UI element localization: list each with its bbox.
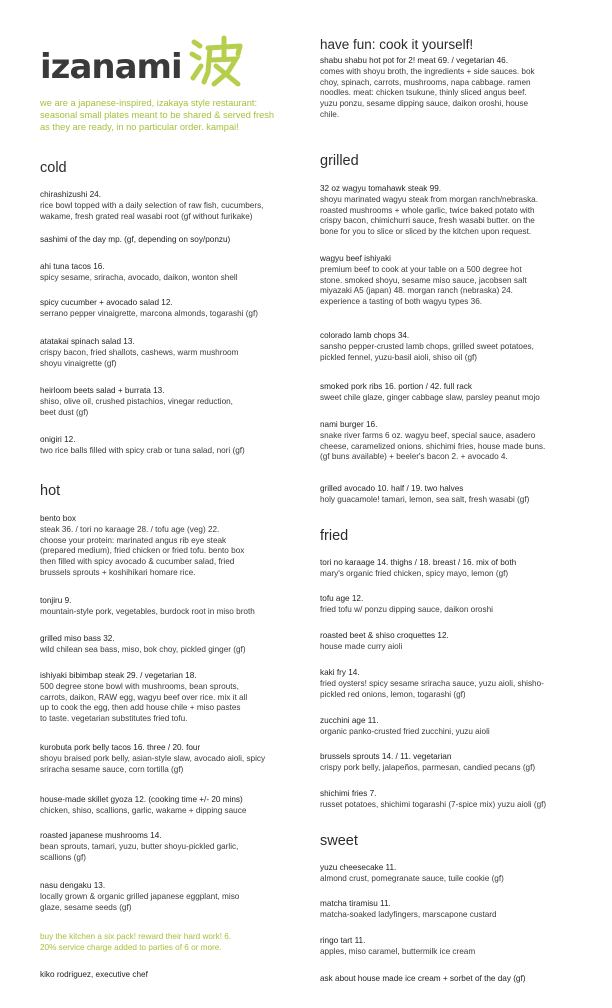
item-desc: apples, miso caramel, buttermilk ice cream: [320, 946, 476, 956]
item-desc: scallions (gf): [40, 852, 86, 862]
menu-item: [40, 831, 238, 863]
item-desc: wakame, fresh grated real wasabi root (gf without furikake): [40, 211, 253, 221]
item-name: roasted japanese mushrooms 14.: [40, 831, 162, 840]
item-name: ringo tart 11.: [320, 936, 366, 945]
tagline: [40, 97, 302, 133]
item-name: ask about house made ice cream + sorbet of the day (gf): [320, 974, 526, 983]
section-title-hot: hot: [40, 483, 61, 499]
item-desc: carrots, daikon, RAW egg, wagyu beef over rice. mix it all: [40, 692, 248, 702]
service-note: [40, 932, 231, 954]
item-name: kaki fry 14.: [320, 668, 360, 677]
item-name: colorado lamb chops 34.: [320, 331, 410, 340]
item-name: bento box: [40, 514, 76, 523]
item-desc: fried oysters! spicy sesame sriracha sauce, yuzu aioli, shisho-: [320, 678, 544, 688]
item-name: ahi tuna tacos 16.: [40, 262, 105, 271]
item-name: shabu shabu hot pot for 2! meat 69. / vegetarian 46.: [320, 56, 508, 65]
menu-item: [320, 974, 525, 985]
item-name: shichimi fries 7.: [320, 789, 377, 798]
item-name: tonjiru 9.: [40, 596, 72, 605]
item-desc: fried tofu w/ ponzu dipping sauce, daikon oroshi: [320, 604, 493, 614]
item-desc: miyazaki A5 (japan) 48. morgan ranch (nebraska) 24.: [320, 286, 513, 296]
item-name: tori no karaage 14. thighs / 18. breast / 16. mix of both: [320, 558, 517, 567]
section-title-cook-yourself: have fun: cook it yourself!: [320, 37, 474, 52]
item-desc: two rice balls filled with spicy crab or tuna salad, nori (gf): [40, 445, 245, 455]
menu-item: [40, 386, 233, 418]
item-desc: shoyu marinated wagyu steak from morgan ranch/nebraska.: [320, 194, 538, 204]
section-title-cold: cold: [40, 160, 67, 176]
item-name: 32 oz wagyu tomahawk steak 99.: [320, 184, 442, 193]
item-desc: brussels sprouts + koshihikari homare rice.: [40, 567, 196, 577]
menu-item: [320, 899, 497, 921]
menu-item: [40, 596, 255, 618]
note-line: buy the kitchen a six pack! reward their hard work! 6.: [40, 932, 232, 941]
menu-item: [40, 235, 230, 246]
item-name: sashimi of the day mp. (gf, depending on soy/ponzu): [40, 235, 231, 244]
menu-item: [40, 634, 246, 656]
item-desc: beet dust (gf): [40, 407, 89, 417]
section-title-sweet: sweet: [320, 833, 358, 849]
item-desc: pickled red onions, lemon, togarashi (gf): [320, 689, 466, 699]
menu-item: [40, 298, 258, 320]
item-desc: chicken, shiso, scallions, garlic, wakame + dipping sauce: [40, 805, 247, 815]
menu-item: [320, 184, 538, 238]
menu-item: [40, 795, 246, 817]
item-desc: cheese, caramelized onions. shichimi fries, house made buns.: [320, 441, 546, 451]
item-name: grilled avocado 10. half / 19. two halves: [320, 484, 464, 493]
item-desc: then filled with spicy avocado & cucumber salad, fried: [40, 557, 235, 567]
item-desc: holy guacamole! tamari, lemon, sea salt, fresh wasabi (gf): [320, 494, 530, 504]
item-desc: sriracha sesame sauce, corn tortilla (gf): [40, 764, 184, 774]
item-name: house-made skillet gyoza 12. (cooking time +/- 20 mins): [40, 795, 243, 804]
item-desc: crispy pork belly, jalapeños, parmesan, candied pecans (gf): [320, 762, 536, 772]
menu-item: [40, 435, 245, 457]
item-desc: house made curry aioli: [320, 641, 403, 651]
menu-item: [320, 668, 544, 700]
menu-item: [40, 514, 244, 579]
item-name: chirashizushi 24.: [40, 190, 101, 199]
item-desc: choose your protein: marinated angus rib eye steak: [40, 535, 227, 545]
item-desc: chile.: [320, 109, 340, 119]
item-name: grilled miso bass 32.: [40, 634, 115, 643]
item-name: atatakai spinach salad 13.: [40, 337, 135, 346]
item-desc: organic panko-crusted fried zucchini, yuzu aioli: [320, 726, 490, 736]
menu-item: [320, 420, 545, 463]
item-desc: locally grown & organic grilled japanese eggplant, miso: [40, 891, 240, 901]
menu-item: [40, 881, 239, 913]
item-desc: experience a tasting of both wagyu types 36.: [320, 297, 483, 307]
item-desc: 500 degree stone bowl with mushrooms, bean sprouts,: [40, 681, 239, 691]
item-name: nami burger 16.: [320, 420, 378, 429]
item-name: heirloom beets salad + burrata 13.: [40, 386, 165, 395]
logo: [40, 30, 240, 90]
item-desc: sansho pepper-crusted lamb chops, grilled sweet potatoes,: [320, 341, 534, 351]
tagline-line: we are a japanese-inspired, izakaya style restaurant:: [40, 98, 258, 108]
chef-name: kiko rodriguez, executive chef: [40, 970, 148, 979]
item-name: ishiyaki bibimbap steak 29. / vegetarian 18.: [40, 671, 197, 680]
item-name: nasu dengaku 13.: [40, 881, 106, 890]
menu-item: [320, 789, 546, 811]
menu-item: [40, 262, 238, 284]
item-desc: bean sprouts, tamari, yuzu, butter shoyu-pickled garlic,: [40, 841, 239, 851]
item-desc: pickled fennel, yuzu-basil aioli, shiso oil (gf): [320, 352, 478, 362]
menu-item: [320, 382, 540, 404]
item-desc: bone for you to slice or sliced by the kitchen upon request.: [320, 227, 532, 237]
item-desc: shoyu braised pork belly, asian-style slaw, avocado aioli, spicy: [40, 753, 266, 763]
note-line: 20% service charge added to parties of 6 or more.: [40, 942, 222, 952]
item-name: matcha tiramisu 11.: [320, 899, 391, 908]
item-desc: up to cook the egg, then add house chile + miso pastes: [40, 703, 241, 713]
chef-credit: [40, 970, 148, 981]
item-desc: serrano pepper vinaigrette, marcona almonds, togarashi (gf): [40, 308, 258, 318]
menu-item: [40, 190, 263, 222]
item-name: spicy cucumber + avocado salad 12.: [40, 298, 173, 307]
item-desc: shiso, olive oil, crushed pistachios, vinegar reduction,: [40, 396, 233, 406]
item-desc: sweet chile glaze, ginger cabbage slaw, parsley peanut mojo: [320, 392, 540, 402]
item-desc: glaze, sesame seeds (gf): [40, 902, 132, 912]
item-desc: mountain-style pork, vegetables, burdock root in miso broth: [40, 606, 255, 616]
item-desc: to taste. vegetarian substitutes fried tofu.: [40, 714, 188, 724]
menu-item: [320, 254, 527, 308]
menu-item: [320, 631, 449, 653]
item-desc: yuzu ponzu, sesame dipping sauce, daikon oroshi, house: [320, 99, 529, 109]
menu-item: [320, 558, 516, 580]
item-name: zucchini age 11.: [320, 716, 379, 725]
item-desc: russet potatoes, shichimi togarashi (7-spice mix) yuzu aioli (gf): [320, 799, 547, 809]
menu-item: [40, 337, 238, 369]
menu-item: [320, 716, 490, 738]
item-desc: premium beef to cook at your table on a 500 degree hot: [320, 264, 522, 274]
menu-item: [320, 594, 493, 616]
item-name: kurobuta pork belly tacos 16. three / 20. four: [40, 743, 201, 752]
item-desc: stone. smoked shoyu, sesame miso sauce, jacobsen salt: [320, 275, 527, 285]
item-desc: almond crust, pomegranate sauce, tuile cookie (gf): [320, 873, 504, 883]
item-name: smoked pork ribs 16. portion / 42. full rack: [320, 382, 472, 391]
menu-item: [40, 671, 247, 725]
menu-item: [40, 743, 265, 775]
section-title-grilled: grilled: [320, 153, 359, 169]
menu-item: [320, 863, 504, 885]
item-name: tofu age 12.: [320, 594, 364, 603]
logo-wordmark: izanami: [40, 47, 182, 87]
menu-item: [320, 331, 534, 363]
menu-item: [320, 56, 535, 121]
kanji-wave-logo: [188, 32, 244, 88]
item-desc: shoyu vinaigrette (gf): [40, 358, 117, 368]
item-name: brussels sprouts 14. / 11. vegetarian: [320, 752, 452, 761]
menu-item: [320, 936, 475, 958]
item-desc: steak 36. / tori no karaage 28. / tofu age (veg) 22.: [40, 524, 220, 534]
item-desc: crispy bacon, fried shallots, cashews, warm mushroom: [40, 347, 239, 357]
item-desc: crispy bacon, chimichurri sauce, fresh wasabi butter. on the: [320, 216, 535, 226]
menu-item: [320, 484, 529, 506]
item-desc: snake river farms 6 oz. wagyu beef, special sauce, asadero: [320, 430, 536, 440]
item-name: roasted beet & shiso croquettes 12.: [320, 631, 449, 640]
item-desc: choy, spinach, carrots, mushrooms, napa cabbage. ramen: [320, 77, 531, 87]
item-name: onigiri 12.: [40, 435, 76, 444]
item-name: wagyu beef ishiyaki: [320, 254, 391, 263]
item-desc: rice bowl topped with a daily selection of raw fish, cucumbers,: [40, 200, 264, 210]
item-desc: noodles. meat: chicken tsukune, thinly sliced angus beef.: [320, 88, 527, 98]
tagline-line: seasonal small plates meant to be shared & served fresh: [40, 110, 275, 120]
item-desc: spicy sesame, sriracha, avocado, daikon, wonton shell: [40, 272, 238, 282]
item-desc: matcha-soaked ladyfingers, marscapone custard: [320, 909, 497, 919]
item-desc: wild chilean sea bass, miso, bok choy, pickled ginger (gf): [40, 644, 246, 654]
item-desc: (gf buns available) + beeler's bacon 2. + avocado 4.: [320, 452, 508, 462]
item-desc: (prepared medium), fried chicken or fried tofu. bento box: [40, 546, 245, 556]
section-title-fried: fried: [320, 528, 349, 544]
menu-item: [320, 752, 535, 774]
tagline-line: as they are ready, in no particular order. kampai!: [40, 122, 239, 132]
item-desc: mary's organic fried chicken, spicy mayo, lemon (gf): [320, 568, 509, 578]
item-name: yuzu cheesecake 11.: [320, 863, 397, 872]
item-desc: roasted mushrooms + whole garlic, twice baked potato with: [320, 205, 535, 215]
item-desc: comes with shoyu broth, the ingredients + side sauces. bok: [320, 66, 535, 76]
